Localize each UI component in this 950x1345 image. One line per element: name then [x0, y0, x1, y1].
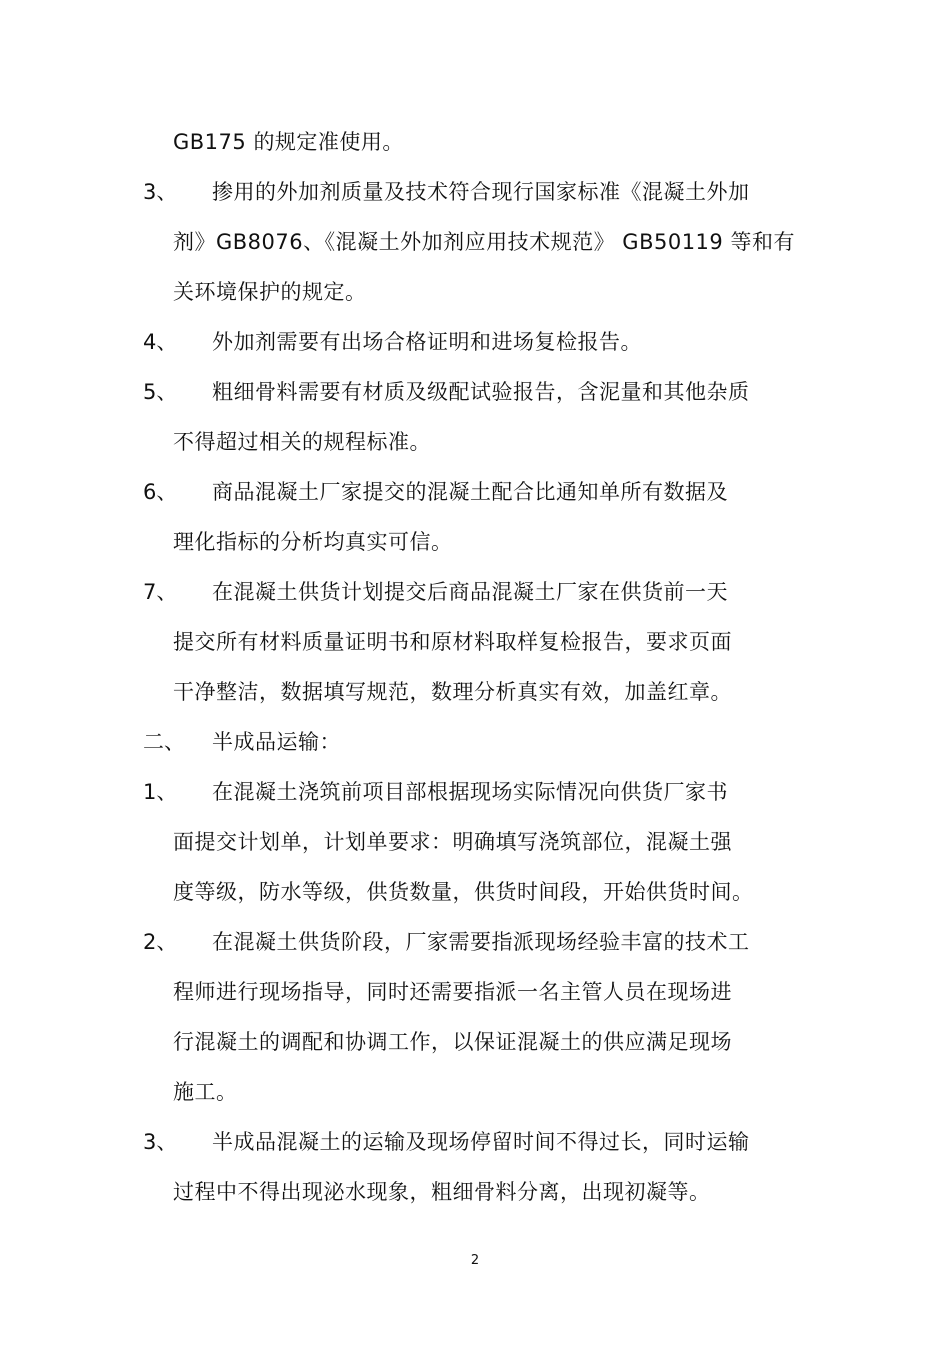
list-number: 4、: [143, 330, 178, 354]
text-line: 面提交计划单，计划单要求：明确填写浇筑部位，混凝土强: [173, 830, 732, 854]
text-line: 在混凝土供货阶段，厂家需要指派现场经验丰富的技术工: [212, 930, 750, 954]
text-line: 程师进行现场指导，同时还需要指派一名主管人员在现场进: [173, 980, 732, 1004]
text-line: 关环境保护的规定。: [173, 280, 367, 304]
text-line: 剂》GB8076、《混凝土外加剂应用技术规范》 GB50119 等和有: [173, 230, 795, 254]
list-number: 3、: [143, 180, 178, 204]
text-line: 在混凝土浇筑前项目部根据现场实际情况向供货厂家书: [212, 780, 728, 804]
text-line: GB175 的规定准使用。: [173, 130, 404, 154]
list-number: 5、: [143, 380, 178, 404]
text-line: 不得超过相关的规程标准。: [173, 430, 431, 454]
page-number: 2: [470, 1253, 480, 1268]
text-line: 施工。: [173, 1080, 238, 1104]
text-line: 干净整洁，数据填写规范，数理分析真实有效，加盖红章。: [173, 680, 732, 704]
text-line: 提交所有材料质量证明书和原材料取样复检报告，要求页面: [173, 630, 732, 654]
text-line: 粗细骨料需要有材质及级配试验报告，含泥量和其他杂质: [212, 380, 750, 404]
text-line: 商品混凝土厂家提交的混凝土配合比通知单所有数据及: [212, 480, 728, 504]
section-number: 二、: [143, 730, 185, 754]
list-number: 6、: [143, 480, 178, 504]
list-number: 2、: [143, 930, 178, 954]
text-line: 掺用的外加剂质量及技术符合现行国家标准《混凝土外加: [212, 180, 750, 204]
text-line: 半成品混凝土的运输及现场停留时间不得过长，同时运输: [212, 1130, 750, 1154]
text-line: 在混凝土供货计划提交后商品混凝土厂家在供货前一天: [212, 580, 728, 604]
section-heading: 半成品运输：: [212, 730, 341, 754]
list-number: 1、: [143, 780, 178, 804]
list-number: 7、: [143, 580, 178, 604]
text-line: 行混凝土的调配和协调工作，以保证混凝土的供应满足现场: [173, 1030, 732, 1054]
list-number: 3、: [143, 1130, 178, 1154]
text-line: 理化指标的分析均真实可信。: [173, 530, 453, 554]
text-line: 过程中不得出现泌水现象，粗细骨料分离，出现初凝等。: [173, 1180, 711, 1204]
text-line: 外加剂需要有出场合格证明和进场复检报告。: [212, 330, 642, 354]
text-line: 度等级，防水等级，供货数量，供货时间段，开始供货时间。: [173, 880, 754, 904]
